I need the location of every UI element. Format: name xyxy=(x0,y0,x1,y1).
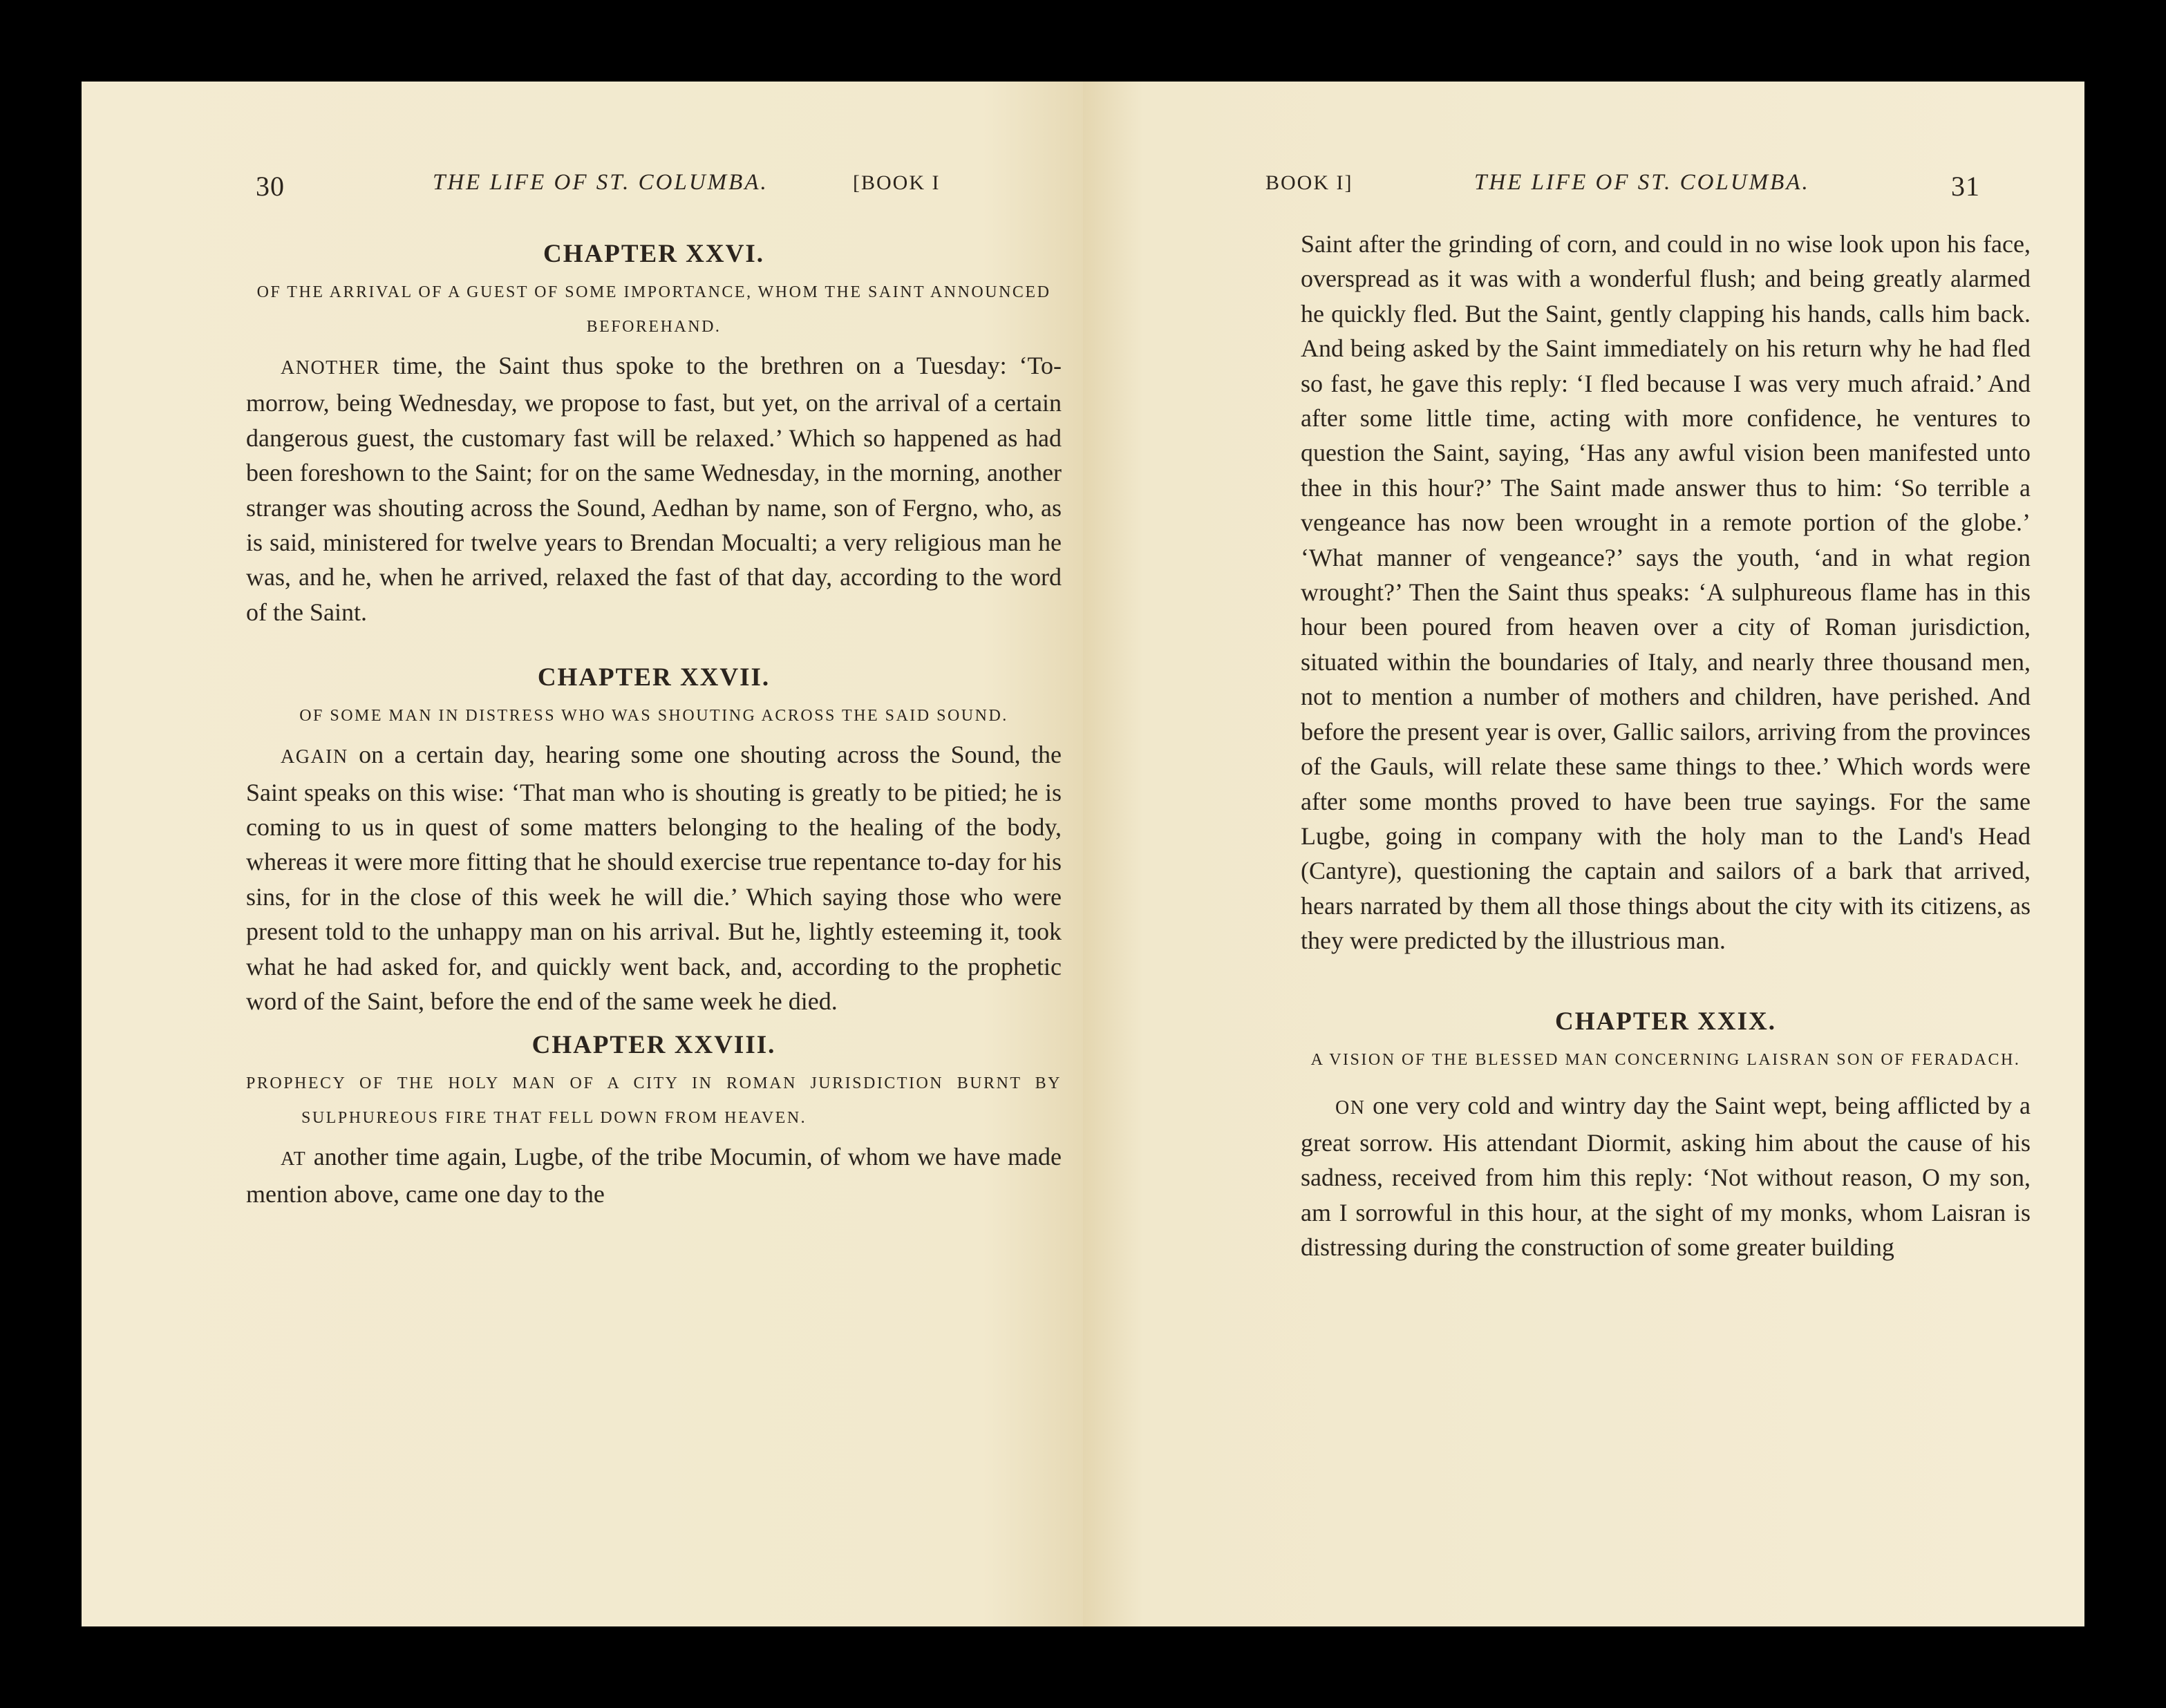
right-running-head: THE LIFE OF ST. COLUMBA. xyxy=(1474,170,1810,195)
chapter-title: CHAPTER XXIX. xyxy=(1555,1007,1776,1036)
paragraph-text: on a certain day, hearing some one shouting across the Sound, the Saint speaks on this wise: ‘That man who is shouting is greatly to be pitied; he is coming to us in quest of some matters belonging to the healing of the body, whereas it were more fitting that he should exercise true repentance to-day for his sins, for in the close of this week he will die.’ Which saying those who were present told to the unhappy man on his arrival. But he, lightly esteeming it, took what he had asked for, and quickly went back, and, according to the prophetic word of the Saint, before the end of the same week he died. xyxy=(246,741,1062,1016)
left-page-folio: 30 xyxy=(256,171,285,202)
chapter-title: CHAPTER XXVI. xyxy=(543,240,764,268)
chapter-subtitle: OF THE ARRIVAL OF A GUEST OF SOME IMPORTANCE, WHOM THE SAINT ANNOUNCED BEFOREHAND. xyxy=(256,283,1051,336)
left-book-label: [BOOK I xyxy=(853,171,941,194)
book-spread xyxy=(82,82,2084,1626)
chapter-paragraph xyxy=(246,1139,1062,1212)
chapter-paragraph xyxy=(246,348,1062,629)
left-page xyxy=(82,82,1083,1626)
paragraph-text: time, the Saint thus spoke to the brethren on a Tuesday: ‘To-morrow, being Wednesday, we propose to fast, but yet, on the arrival of a certain dangerous guest, the customary fast will be relaxed.’ Which so happened as had been foreshown to the Saint; for on the same Wednesday, in the morning, another stranger was shouting across the Sound, Aedhan by name, son of Fergno, who, as is said, ministered for twelve years to Brendan Mocualti; a very religious man he was, and he, when he arrived, relaxed the fast of that day, according to the word of the Saint. xyxy=(246,352,1062,626)
right-book-label: BOOK I] xyxy=(1265,171,1353,194)
lead-word: AT xyxy=(281,1148,307,1170)
chapter-subtitle: PROPHECY OF THE HOLY MAN OF A CITY IN ROMAN JURISDICTION BURNT BY SULPHUREOUS FIRE THAT FELL DOWN FROM HEAVEN. xyxy=(246,1074,1062,1127)
left-page-header xyxy=(82,170,1083,211)
paragraph-text: one very cold and wintry day the Saint wept, being afflicted by a great sorrow. His attendant Diormit, asking him about the cause of his sadness, received from him this reply: ‘Not without reason, O my son, am I sorrowful in this hour, at the sight of my monks, whom Laisran is distressing during the construction of some greater building xyxy=(1301,1091,2031,1262)
right-page-folio: 31 xyxy=(1951,171,1980,202)
chapter-paragraph xyxy=(1301,1088,2031,1265)
paragraph-text: another time again, Lugbe, of the tribe Mocumin, of whom we have made mention above, came one day to the xyxy=(246,1142,1062,1208)
left-text-column xyxy=(246,234,1062,1211)
chapter-xxix xyxy=(1301,1001,2031,1265)
chapter-xxvi xyxy=(246,234,1062,629)
continuation-paragraph: Saint after the grinding of corn, and could in no wise look upon his face, overspread as it was with a wonderful flush; and being greatly alarmed he quickly fled. But the Saint, gently clapping his hands, calls him back. And being asked by the Saint immediately on his return why he had fled so fast, he gave this reply: ‘I fled because I was very much afraid.’ And after some little time, acting with more confidence, he ventures to question the Saint, saying, ‘Has any awful vision been manifested unto thee in this hour?’ The Saint made answer thus to him: ‘So terrible a vengeance has now been wrought in a remote portion of the globe.’ ‘What manner of vengeance?’ says the youth, ‘and in what region wrought?’ Then the Saint thus speaks: ‘A sulphureous flame has in this hour been poured from heaven over a city of Roman jurisdiction, situated within the boundaries of Italy, and nearly three thousand men, not to mention a number of mothers and children, have perished. And before the present year is over, Gallic sailors, arriving from the provinces of the Gauls, will relate these same things to thee.’ Which words were after some months proved to have been true sayings. For the same Lugbe, going in company with the holy man to the Land's Head (Cantyre), questioning the captain and sailors of a bark that arrived, hears narrated by them all those things about the city with its citizens, as they were predicted by the illustrious man. xyxy=(1301,230,2031,955)
lead-word: ANOTHER xyxy=(281,357,381,379)
chapter-subtitle: OF SOME MAN IN DISTRESS WHO WAS SHOUTING ACROSS THE SAID SOUND. xyxy=(299,707,1008,725)
chapter-title: CHAPTER XXVII. xyxy=(537,663,771,692)
right-page-header xyxy=(1083,170,2084,211)
chapter-paragraph xyxy=(246,737,1062,1018)
chapter-title: CHAPTER XXVIII. xyxy=(531,1030,776,1059)
lead-word: AGAIN xyxy=(281,746,348,768)
right-text-column xyxy=(1301,227,2031,1265)
chapter-xxvii xyxy=(246,657,1062,1018)
left-running-head: THE LIFE OF ST. COLUMBA. xyxy=(433,170,769,195)
lead-word: ON xyxy=(1335,1097,1366,1119)
chapter-subtitle: A VISION OF THE BLESSED MAN CONCERNING LAISRAN SON OF FERADACH. xyxy=(1310,1050,2021,1069)
chapter-xxviii xyxy=(246,1025,1062,1212)
